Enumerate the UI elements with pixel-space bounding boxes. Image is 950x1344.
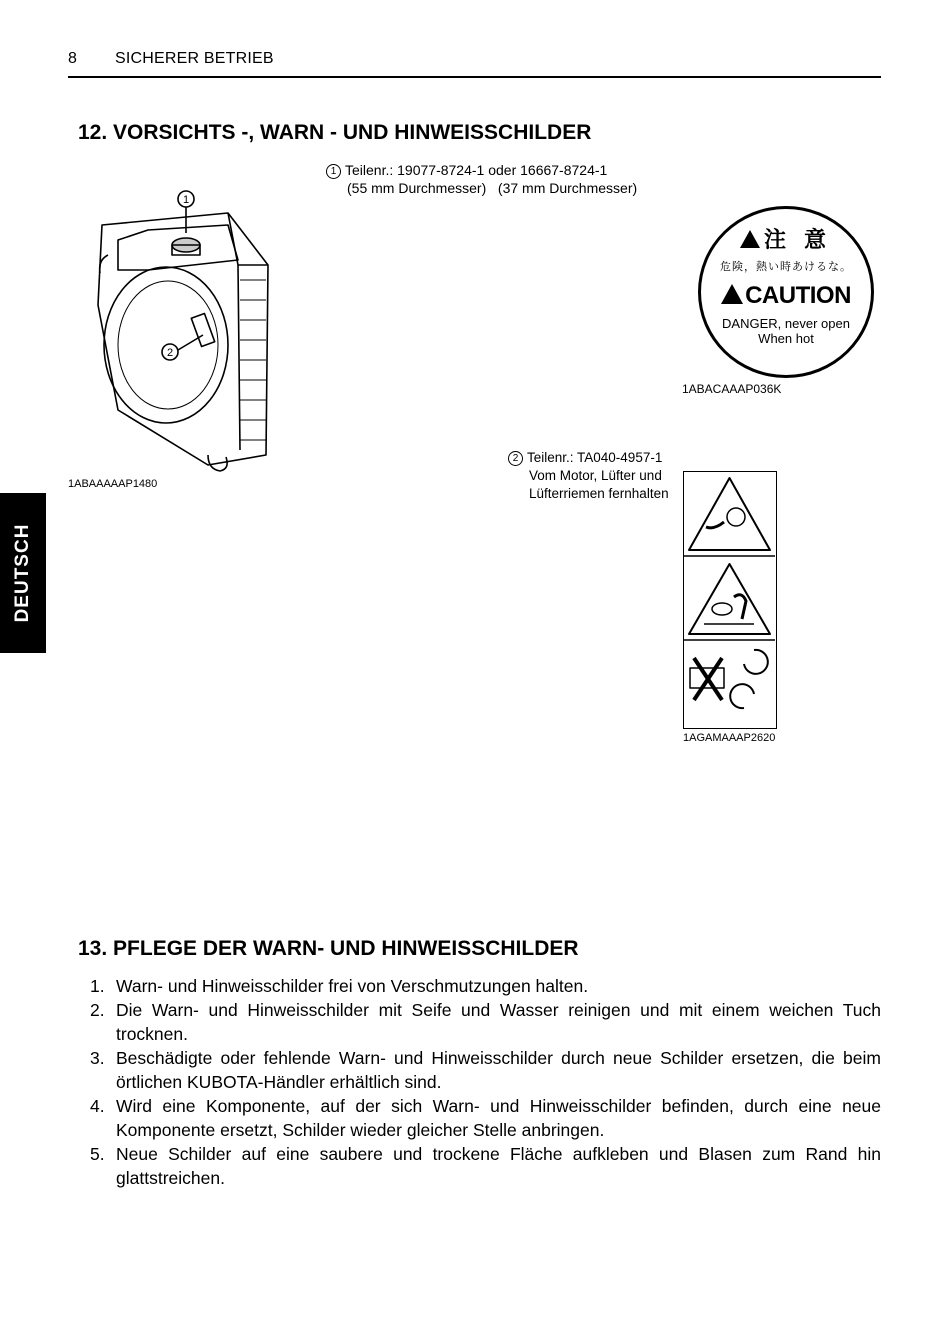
fan-decal-code: 1AGAMAAAP2620 [683,732,776,744]
warning-triangle-icon [721,284,743,304]
label-1-diameters: (55 mm Durchmesser) (37 mm Durchmesser) [347,180,638,196]
warning-triangle-icon [740,230,760,248]
caution-decal-code: 1ABACAAAP036K [682,382,782,396]
caution-jp-text: 危険，熱い時あけるな。 [720,261,852,273]
list-item: 3. Beschädigte oder fehlende Warn- und Hinweisschilder durch neue Schilder ersetzen, die beim örtlichen KUBOTA-Händler erhältlich sind. [90,1048,881,1092]
page-number: 8 [68,50,77,67]
language-tab-label: DEUTSCH [12,523,33,623]
fan-warning-decal [683,471,777,729]
label-2-line3: Lüfterriemen fernhalten [529,486,669,501]
caution-en-line2: When hot [758,331,814,346]
list-item: 1. Warn- und Hinweisschilder frei von Verschmutzungen halten. [90,976,589,996]
illustration-code: 1ABAAAAAP1480 [68,478,158,490]
label-1-caption [326,161,637,197]
list-item: 5. Neue Schilder auf eine saubere und trockene Fläche aufkleben und Blasen zum Rand hin glattstreichen. [90,1144,881,1188]
decal-2-position [191,314,214,347]
fan-warning-pictograms [684,472,775,727]
label-1-part-number: Teilenr.: 19077-8724-1 oder 16667-8724-1 [345,162,608,178]
fan-entanglement-icon [689,478,770,550]
label-2-marker: 2 [508,451,523,466]
header-rule [68,76,881,78]
label-2-caption [508,449,669,503]
language-tab [0,493,46,653]
list-item: 2. Die Warn- und Hinweisschilder mit Seife und Wasser reinigen und mit einem weichen Tuch trocknen. [90,1000,881,1044]
caution-jp-title: 注 意 [701,223,871,254]
list-item: 4. Wird eine Komponente, auf der sich Warn- und Hinweisschilder befinden, durch eine neue Komponente ersetzt, Schilder wieder gleicher Stelle anbringen. [90,1096,881,1140]
label-2-line2: Vom Motor, Lüfter und [529,468,662,483]
caution-decal [698,206,874,378]
section-13-title: 13. PFLEGE DER WARN- UND HINWEISSCHILDER [78,937,579,960]
callout-2-number: 2 [166,347,174,359]
caution-en-title: CAUTION [701,282,871,310]
radiator-illustration [88,185,288,485]
rotation-icon [730,684,754,708]
section-12-title: 12. VORSICHTS -, WARN - UND HINWEISSCHILDER [78,121,592,144]
care-instructions-list [78,974,881,1190]
label-2-part-number: Teilenr.: TA040-4957-1 [527,450,663,465]
rotation-icon [744,650,768,674]
running-header: SICHERER BETRIEB [115,50,274,67]
callout-1-number: 1 [182,194,190,206]
caution-en-line1: DANGER, never open [722,316,850,331]
label-1-marker: 1 [326,164,341,179]
